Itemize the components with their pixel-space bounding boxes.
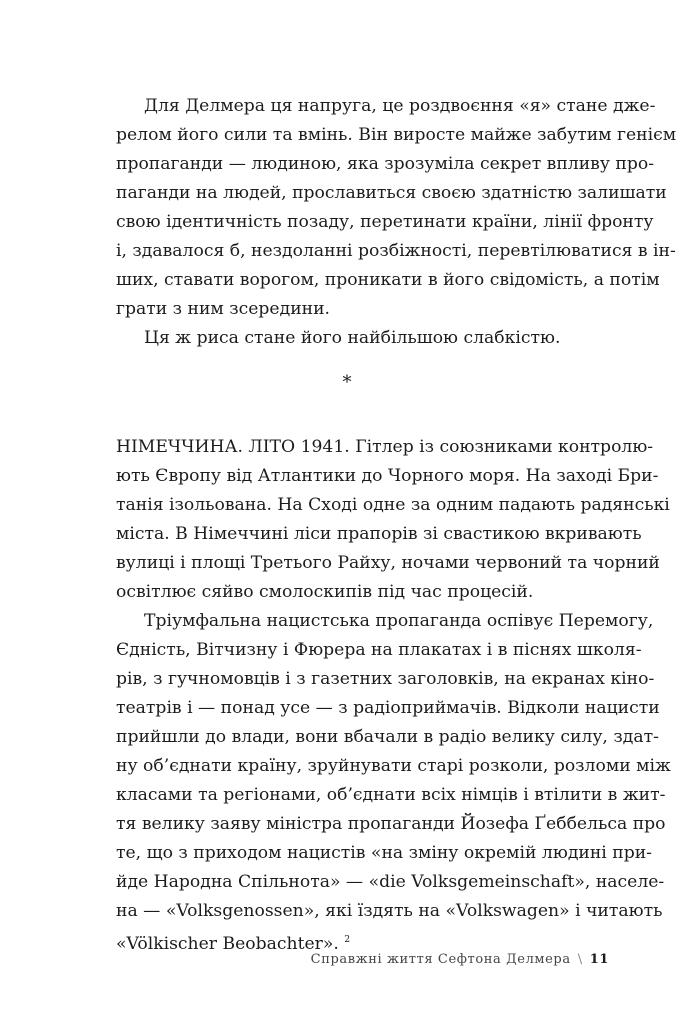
text-line: паганди на людей, прославиться своєю здатністю залишати xyxy=(116,183,667,203)
text-line: вулиці і площі Третього Райху, ночами червоний та чорний xyxy=(116,553,660,573)
footnote-marker[interactable]: 2 xyxy=(344,935,351,945)
text-line: на — «Volksgenossen», які їздять на «Volkswagen» і читають xyxy=(116,901,663,921)
text-line: пропаганди — людиною, яка зрозуміла секрет впливу про- xyxy=(116,154,655,174)
footer-separator: \ xyxy=(577,952,583,967)
text-line: тя велику заяву міністра пропаганди Йозефа Ґеббельса про xyxy=(116,814,666,834)
page-number: 11 xyxy=(589,952,609,967)
paragraph xyxy=(116,607,671,959)
text-line: Ця ж риса стане його найбільшою слабкістю. xyxy=(144,328,561,348)
paragraph xyxy=(116,433,670,607)
text-line: рів, з гучномовців і з газетних заголовків, на екранах кіно- xyxy=(116,669,655,689)
text-line: НІМЕЧЧИНА. ЛІТО 1941. Гітлер із союзниками контролю- xyxy=(116,437,654,457)
section-divider: * xyxy=(342,372,352,393)
running-title: Справжні життя Сефтона Делмера xyxy=(310,952,571,967)
page-footer xyxy=(311,952,609,967)
text-line: йде Народна Спільнота» — «die Volksgemeinschaft», населе- xyxy=(116,872,665,892)
text-line: те, що з приходом нацистів «на зміну окремій людині при- xyxy=(116,843,652,863)
paragraph xyxy=(116,92,677,324)
text-line: релом його сили та вмінь. Він виросте майже забутим генієм xyxy=(116,125,677,145)
text-line: танія ізольована. На Сході одне за одним падають радянські xyxy=(116,495,670,515)
text-line: Для Делмера ця напруга, це роздвоєння «я» стане дже- xyxy=(144,96,656,116)
text-line: ших, ставати ворогом, проникати в його свідомість, а потім xyxy=(116,270,660,290)
text-line: ну об’єднати країну, зруйнувати старі розколи, розломи між xyxy=(116,756,671,776)
text-line: і, здавалося б, нездоланні розбіжності, перевтілюватися в ін- xyxy=(116,241,676,261)
paragraph xyxy=(116,324,582,353)
text-line: ють Європу від Атлантики до Чорного моря. На заході Бри- xyxy=(116,466,659,486)
section-1 xyxy=(116,92,677,353)
text-line: свою ідентичність позаду, перетинати країни, лінії фронту xyxy=(116,212,654,232)
text-line: міста. В Німеччині ліси прапорів зі свастикою вкривають xyxy=(116,524,642,544)
text-line: грати з ним зсередини. xyxy=(116,299,331,319)
text-line: Єдність, Вітчизну і Фюрера на плакатах і в піснях школя- xyxy=(116,640,642,660)
text-line: прийшли до влади, вони вбачали в радіо велику силу, здат- xyxy=(116,727,659,747)
text-line-content: «Völkischer Beobachter». xyxy=(116,934,339,954)
text-line: освітлює сяйво смолоскипів під час процесій. xyxy=(116,582,534,602)
text-line: театрів і — понад усе — з радіоприймачів. Відколи нацисти xyxy=(116,698,660,718)
text-line: Тріумфальна нацистська пропаганда оспівує Перемогу, xyxy=(144,611,654,631)
section-2 xyxy=(116,433,671,959)
text-line: класами та регіонами, об’єднати всіх німців і втілити в жит- xyxy=(116,785,666,805)
